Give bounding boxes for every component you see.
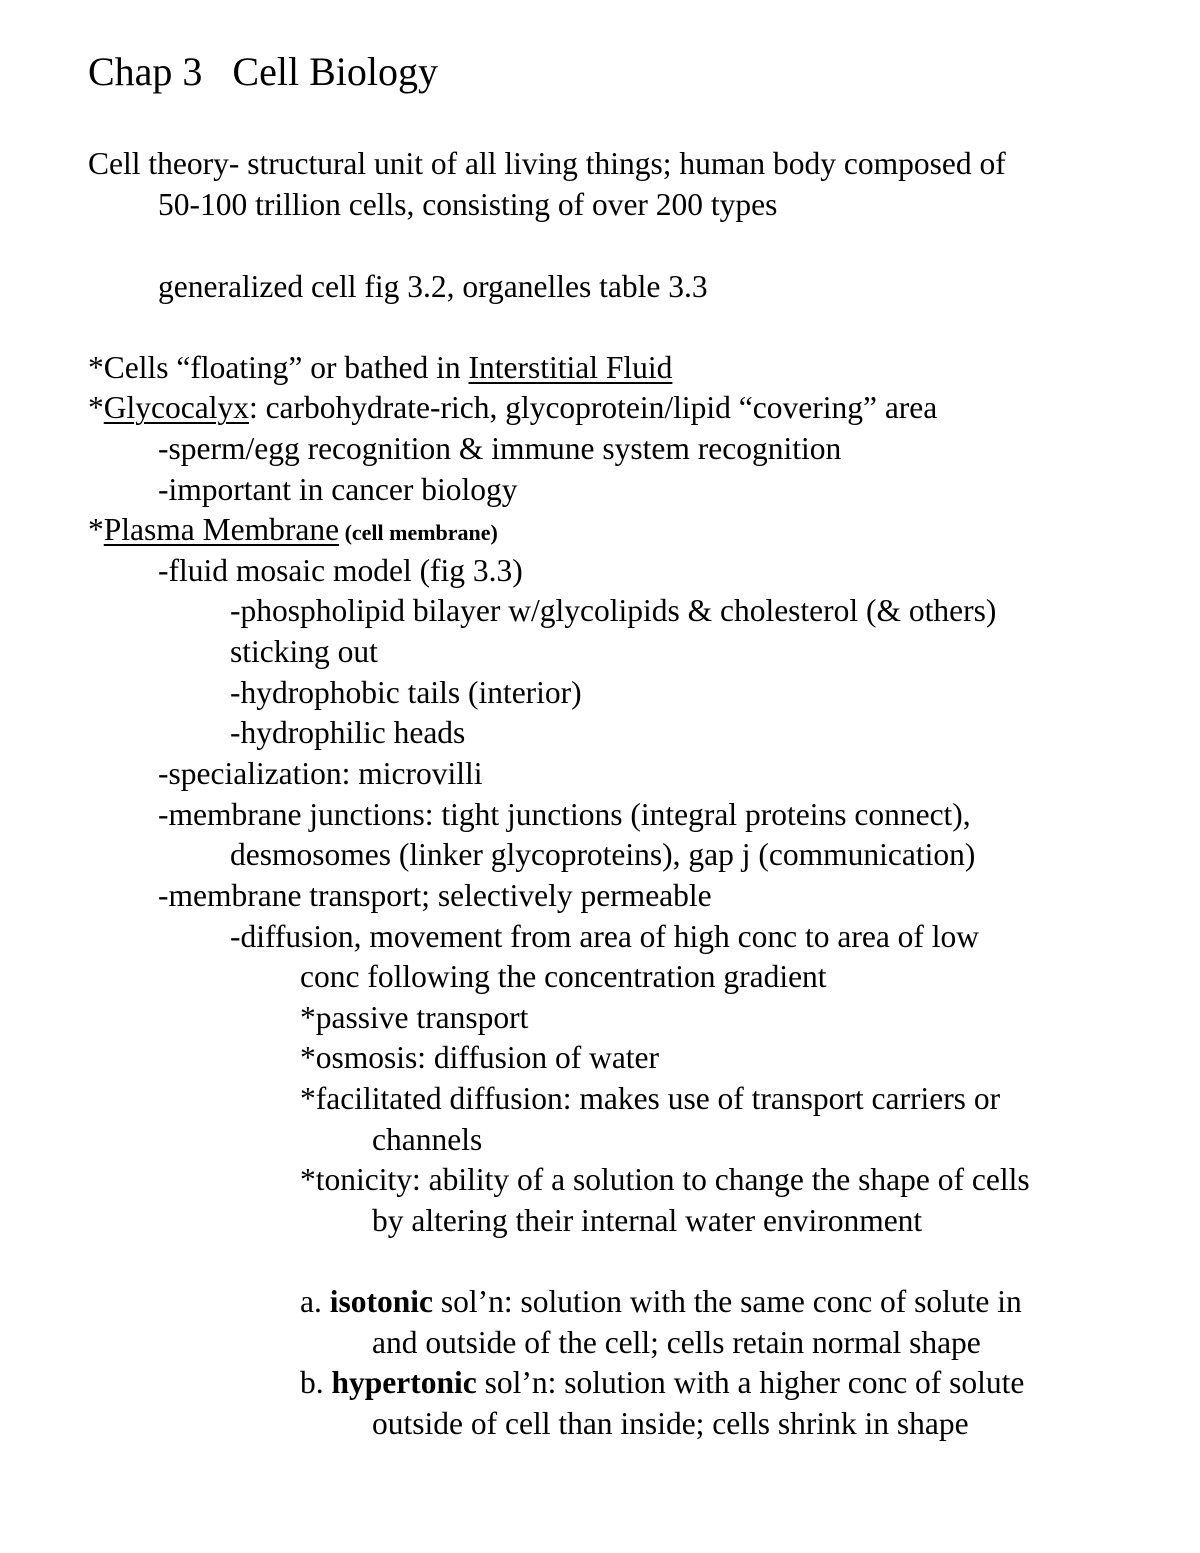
hypertonic-continuation: outside of cell than inside; cells shrink in shape xyxy=(372,1406,969,1441)
isotonic-line xyxy=(300,1282,1022,1322)
isotonic-continuation: and outside of the cell; cells retain normal shape xyxy=(372,1325,981,1360)
interstitial-line xyxy=(88,348,672,388)
hydrophilic-line: -hydrophilic heads xyxy=(230,715,466,750)
cell-theory-line-2: 50-100 trillion cells, consisting of over 200 types xyxy=(158,187,778,222)
glycocalyx-item: -sperm/egg recognition & immune system recognition xyxy=(158,431,842,466)
hydrophobic-line: -hydrophobic tails (interior) xyxy=(230,675,582,710)
phospholipid-line-1: -phospholipid bilayer w/glycolipids & cholesterol (& others) xyxy=(230,593,997,628)
diffusion-line-2: conc following the concentration gradient xyxy=(300,959,827,994)
cell-theory-reference: generalized cell fig 3.2, organelles table 3.3 xyxy=(158,269,708,304)
junctions-line-1: -membrane junctions: tight junctions (integral proteins connect), xyxy=(158,797,971,832)
phospholipid-line-2: sticking out xyxy=(230,634,378,669)
hypertonic-term: hypertonic xyxy=(331,1365,477,1400)
osmosis-line: *osmosis: diffusion of water xyxy=(300,1040,660,1075)
page-title: Chap 3 Cell Biology xyxy=(88,49,438,94)
plasma-membrane-prefix: * xyxy=(88,512,104,547)
fluid-mosaic-line: -fluid mosaic model (fig 3.3) xyxy=(158,553,523,588)
glycocalyx-item: -important in cancer biology xyxy=(158,472,518,507)
interstitial-fluid-term: Interstitial Fluid xyxy=(468,350,673,385)
interstitial-prefix: *Cells “floating” or bathed in xyxy=(88,350,469,385)
plasma-membrane-term: Plasma Membrane xyxy=(103,512,340,547)
tonicity-line-2: by altering their internal water environment xyxy=(372,1203,923,1238)
plasma-membrane-note: (cell membrane) xyxy=(339,520,498,545)
facilitated-line-2: channels xyxy=(372,1122,483,1157)
plasma-membrane-line xyxy=(88,510,498,553)
isotonic-definition: sol’n: solution with the same conc of solute in xyxy=(433,1284,1022,1319)
glycocalyx-prefix: * xyxy=(88,390,104,425)
hypertonic-definition: sol’n: solution with a higher conc of solute xyxy=(476,1365,1025,1400)
junctions-line-2: desmosomes (linker glycoproteins), gap j (communication) xyxy=(230,837,976,872)
isotonic-label: a. xyxy=(300,1284,330,1319)
passive-transport-line: *passive transport xyxy=(300,1000,529,1035)
hypertonic-label: b. xyxy=(300,1365,332,1400)
transport-line: -membrane transport; selectively permeable xyxy=(158,878,712,913)
glycocalyx-term: Glycocalyx xyxy=(103,390,249,425)
specialization-line: -specialization: microvilli xyxy=(158,756,483,791)
isotonic-term: isotonic xyxy=(329,1284,433,1319)
glycocalyx-line xyxy=(88,388,937,428)
hypertonic-line xyxy=(300,1363,1024,1403)
facilitated-line-1: *facilitated diffusion: makes use of transport carriers or xyxy=(300,1081,1001,1116)
tonicity-line-1: *tonicity: ability of a solution to change the shape of cells xyxy=(300,1162,1030,1197)
glycocalyx-definition: : carbohydrate-rich, glycoprotein/lipid “covering” area xyxy=(248,390,938,425)
diffusion-line-1: -diffusion, movement from area of high conc to area of low xyxy=(230,919,980,954)
cell-theory-line-1: Cell theory- structural unit of all living things; human body composed of xyxy=(88,146,1006,181)
